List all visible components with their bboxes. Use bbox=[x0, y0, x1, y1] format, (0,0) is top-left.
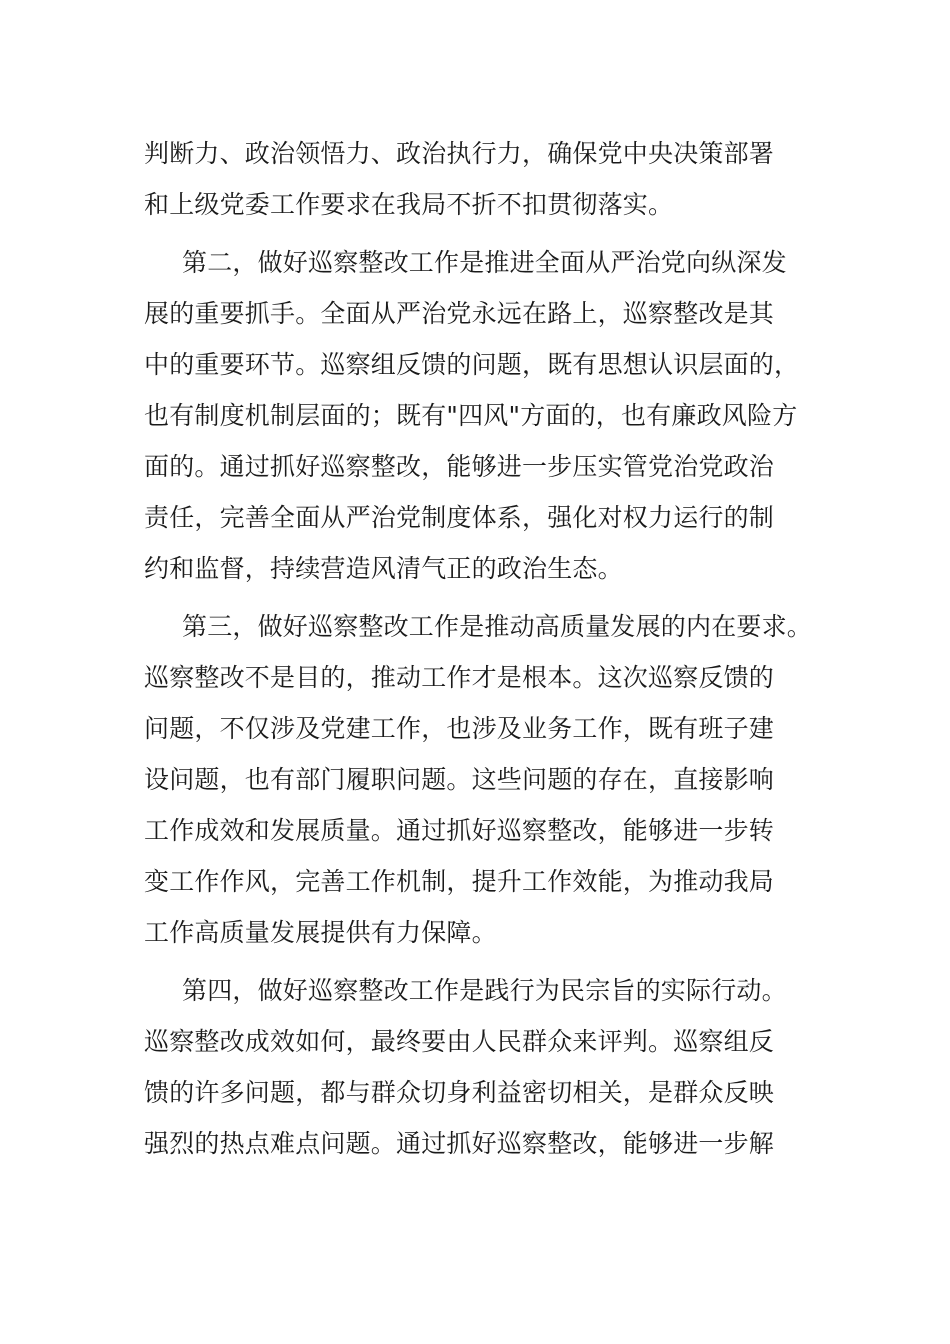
text-line: 设问题，也有部门履职问题。这些问题的存在，直接影响 bbox=[144, 765, 775, 794]
text-line: 变工作作风，完善工作机制，提升工作效能，为推动我局 bbox=[144, 867, 775, 896]
text-line: 判断力、政治领悟力、政治执行力，确保党中央决策部署 bbox=[144, 139, 775, 168]
paragraph-fourth-point bbox=[144, 965, 824, 1169]
text-line: 巡察整改成效如何，最终要由人民群众来评判。巡察组反 bbox=[144, 1027, 775, 1056]
paragraph-second-point bbox=[144, 237, 824, 594]
text-line: 和上级党委工作要求在我局不折不扣贯彻落实。 bbox=[144, 190, 674, 219]
text-line-indented: 第四，做好巡察整改工作是践行为民宗旨的实际行动。 bbox=[182, 976, 787, 1005]
text-line: 约和监督，持续营造风清气正的政治生态。 bbox=[144, 554, 623, 583]
paragraph-continuation bbox=[144, 128, 824, 230]
text-line-indented: 第二，做好巡察整改工作是推进全面从严治党向纵深发 bbox=[182, 248, 787, 277]
text-line: 面的。通过抓好巡察整改，能够进一步压实管党治党政治 bbox=[144, 452, 775, 481]
text-line: 展的重要抓手。全面从严治党永远在路上，巡察整改是其 bbox=[144, 299, 775, 328]
document-body bbox=[144, 128, 824, 1169]
text-line: 馈的许多问题，都与群众切身利益密切相关，是群众反映 bbox=[144, 1078, 775, 1107]
paragraph-third-point bbox=[144, 601, 824, 958]
text-line: 中的重要环节。巡察组反馈的问题，既有思想认识层面的， bbox=[144, 350, 800, 379]
text-line: 问题，不仅涉及党建工作，也涉及业务工作，既有班子建 bbox=[144, 714, 775, 743]
text-line: 巡察整改不是目的，推动工作才是根本。这次巡察反馈的 bbox=[144, 663, 775, 692]
text-line: 工作高质量发展提供有力保障。 bbox=[144, 918, 497, 947]
text-line: 强烈的热点难点问题。通过抓好巡察整改，能够进一步解 bbox=[144, 1129, 775, 1158]
text-line: 也有制度机制层面的；既有"四风"方面的，也有廉政风险方 bbox=[144, 401, 798, 430]
text-line-indented: 第三，做好巡察整改工作是推动高质量发展的内在要求。 bbox=[182, 612, 813, 641]
text-line: 工作成效和发展质量。通过抓好巡察整改，能够进一步转 bbox=[144, 816, 775, 845]
text-line: 责任，完善全面从严治党制度体系，强化对权力运行的制 bbox=[144, 503, 775, 532]
